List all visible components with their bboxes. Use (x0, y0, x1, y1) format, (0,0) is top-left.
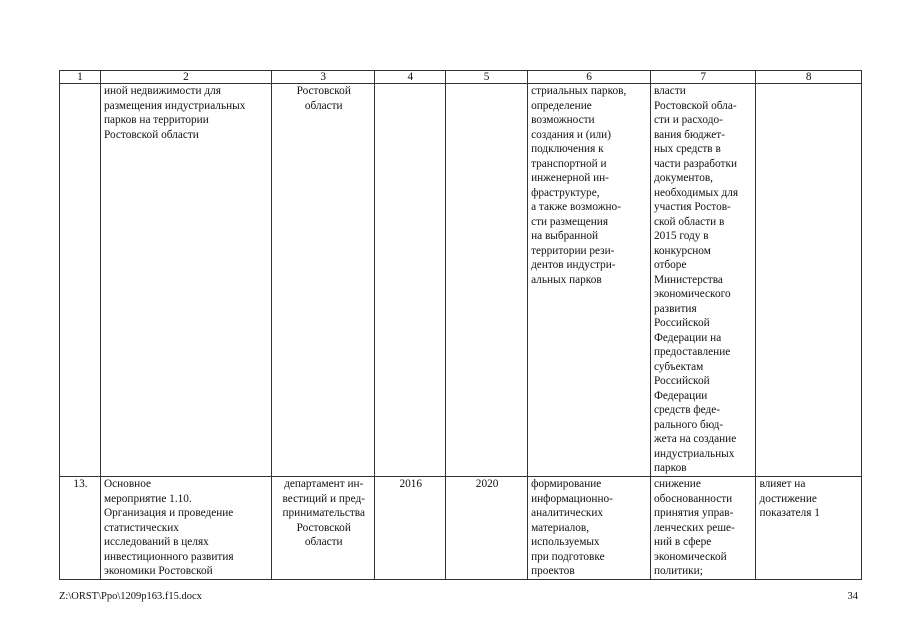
column-number-2: 2 (100, 71, 271, 84)
indicator-link-cell: влияет на достижение показателя 1 (756, 477, 862, 580)
column-number-3: 3 (272, 71, 375, 84)
column-number-5: 5 (446, 71, 528, 84)
start-year-cell: 2016 (375, 477, 446, 580)
expected-result-cell: стриальных парков, определение возможности создания и (или) подключения к транспортной и инженерной ин- фраструктуре, а также возможно- сти размещения на выбранной территории рези- дентов индустри- альных парков (528, 84, 651, 477)
program-table (59, 70, 862, 580)
column-number-6: 6 (528, 71, 651, 84)
executor-cell: Ростовской области (272, 84, 375, 477)
end-year-cell: 2020 (446, 477, 528, 580)
column-number-8: 8 (756, 71, 862, 84)
indicator-link-cell (756, 84, 862, 477)
activity-name-cell: иной недвижимости для размещения индустриальных парков на территории Ростовской области (100, 84, 271, 477)
table-row (60, 477, 862, 580)
column-number-row (60, 71, 862, 84)
start-year-cell (375, 84, 446, 477)
activity-name-cell: Основное мероприятие 1.10. Организация и проведение статистических исследований в целях инвестиционного развития экономики Ростовской (100, 477, 271, 580)
column-number-4: 4 (375, 71, 446, 84)
consequences-cell: власти Ростовской обла- сти и расходо- вания бюджет- ных средств в части разработки документов, необходимых для участия Ростов- ской области в 2015 году в конкурсном отборе Министерства экономического развития Российской Федерации на предоставление субъектам Российской Федерации средств феде- рального бюд- жета на создание индустриальных парков (650, 84, 755, 477)
executor-cell: департамент ин- вестиций и пред- принимательства Ростовской области (272, 477, 375, 580)
consequences-cell: снижение обоснованности принятия управ- ленческих реше- ний в сфере экономической политики; (650, 477, 755, 580)
column-number-7: 7 (650, 71, 755, 84)
expected-result-cell: формирование информационно- аналитических материалов, используемых при подготовке проектов (528, 477, 651, 580)
end-year-cell (446, 84, 528, 477)
row-number-cell: 13. (60, 477, 101, 580)
table-row (60, 84, 862, 477)
row-number-cell (60, 84, 101, 477)
page-number: 34 (847, 591, 858, 602)
column-number-1: 1 (60, 71, 101, 84)
document-file-path: Z:\ORST\Ppo\1209p163.f15.docx (59, 591, 202, 602)
